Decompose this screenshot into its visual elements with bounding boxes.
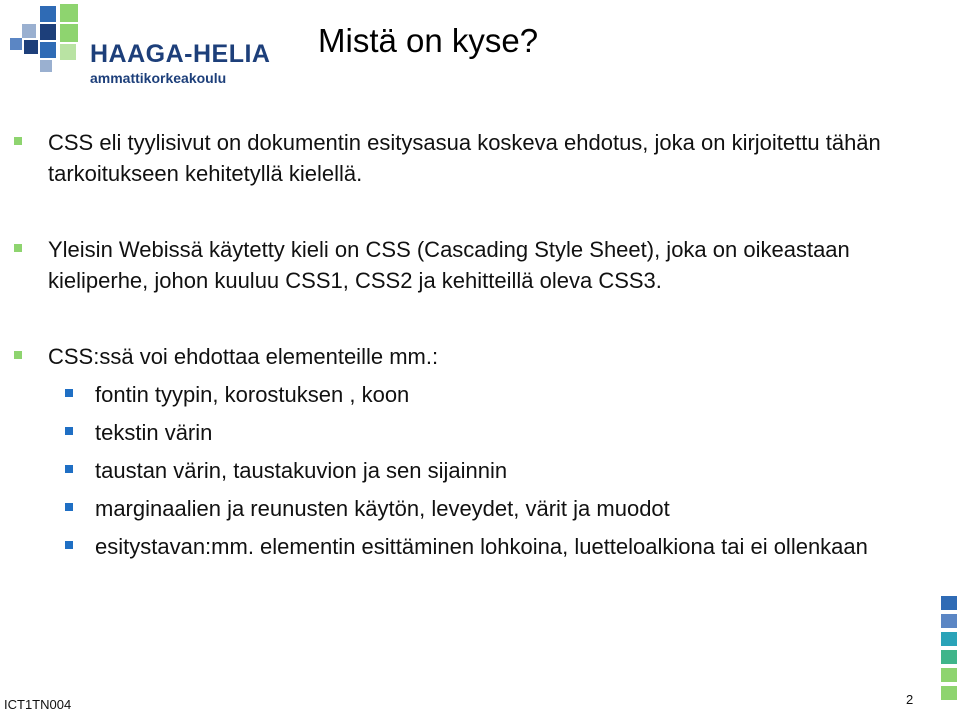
footer-course-code: ICT1TN004: [4, 697, 72, 712]
sub-bullet-text: tekstin värin: [95, 420, 213, 445]
bullet-text: Yleisin Webissä käytetty kieli on CSS (Cascading Style Sheet), joka on oikeastaan kieliperhe, johon kuuluu CSS1, CSS2 ja kehitteillä oleva CSS3.: [48, 237, 850, 293]
bullet-square-icon: [14, 244, 22, 252]
deco-square: [941, 650, 957, 664]
sub-bullet-text: esitystavan:mm. elementin esittäminen lohkoina, luetteloalkiona tai ei ollenkaan: [95, 534, 868, 559]
logo-square: [40, 42, 56, 58]
deco-square: [941, 596, 957, 610]
sub-bullet-item: [95, 455, 925, 486]
sub-bullet-item: [95, 379, 925, 410]
logo-square: [60, 4, 78, 22]
sub-bullet-item: [95, 493, 925, 524]
page-number: 2: [906, 692, 914, 707]
slide-title: Mistä on kyse?: [318, 22, 539, 59]
sub-bullet-text: taustan värin, taustakuvion ja sen sijainnin: [95, 458, 508, 483]
bullet-item: [48, 341, 918, 372]
bullet-item: [48, 127, 918, 189]
logo-square: [40, 24, 56, 40]
sub-bullet-square-icon: [65, 541, 73, 549]
sub-bullet-item: [95, 417, 925, 448]
deco-square: [941, 632, 957, 646]
logo-square: [60, 24, 78, 42]
logo-square: [40, 60, 52, 72]
logo-square: [60, 44, 76, 60]
logo-square: [24, 40, 38, 54]
haaga-helia-logo: [10, 4, 271, 92]
deco-square: [941, 668, 957, 682]
deco-square: [941, 614, 957, 628]
bullet-square-icon: [14, 351, 22, 359]
bullet-square-icon: [14, 137, 22, 145]
sub-bullet-square-icon: [65, 427, 73, 435]
logo-square: [10, 38, 22, 50]
deco-square: [941, 686, 957, 700]
logo-subtitle: ammattikorkeakoulu: [90, 70, 227, 86]
bullet-text: CSS eli tyylisivut on dokumentin esitysasua koskeva ehdotus, joka on kirjoitettu tähän tarkoitukseen kehitetyllä kielellä.: [48, 130, 881, 186]
sub-bullet-text: marginaalien ja reunusten käytön, leveydet, värit ja muodot: [95, 496, 670, 521]
decorative-color-strip: [941, 596, 957, 704]
logo-square: [22, 24, 36, 38]
logo-square: [40, 6, 56, 22]
logo-name: HAAGA-HELIA: [90, 40, 271, 68]
bullet-text: CSS:ssä voi ehdottaa elementeille mm.:: [48, 344, 439, 369]
sub-bullet-square-icon: [65, 389, 73, 397]
sub-bullet-square-icon: [65, 503, 73, 511]
sub-bullet-text: fontin tyypin, korostuksen , koon: [95, 382, 410, 407]
bullet-item: [48, 234, 918, 296]
sub-bullet-square-icon: [65, 465, 73, 473]
sub-bullet-item: [95, 531, 925, 562]
